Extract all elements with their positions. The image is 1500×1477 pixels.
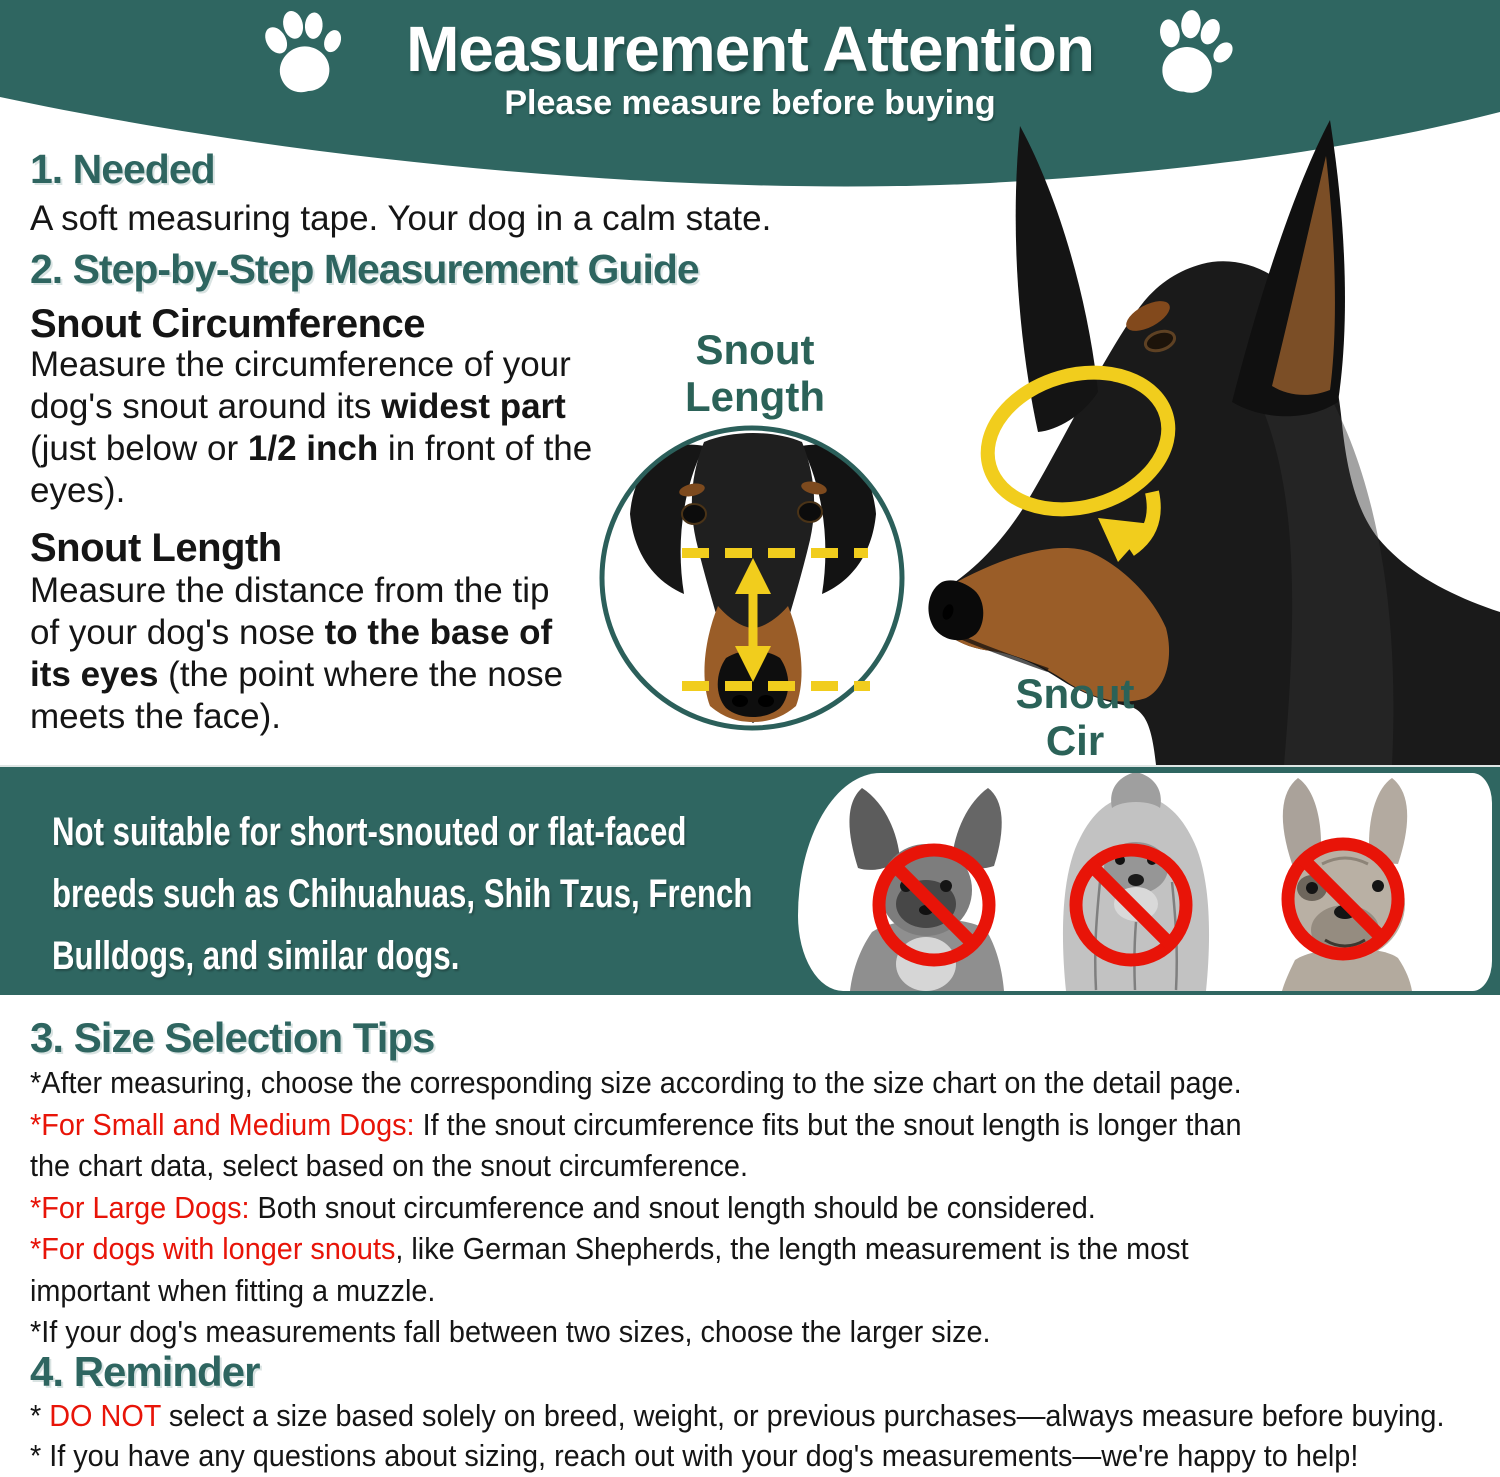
snout-length-heading: Snout Length [30, 526, 282, 570]
snout-length-text: Measure the distance from the tip of your dog's nose to the base of its eyes (the point where the nose meets the face). [30, 571, 564, 736]
snout-cir-figure-label: Snout Cir [1015, 670, 1135, 764]
banned-breeds-panel [798, 773, 1492, 991]
page-subtitle: Please measure before buying [504, 84, 996, 122]
needed-text: A soft measuring tape. Your dog in a calm state. [30, 199, 772, 238]
snout-circumference-heading: Snout Circumference [30, 302, 426, 346]
page-title: Measurement Attention [406, 13, 1094, 85]
reminder-text: * DO NOT select a size based solely on breed, weight, or previous purchases—always measure before buying. * If you have any questions about sizing, reach out with your dog's measurements—we're happy to help! [30, 1398, 1445, 1473]
warning-band [0, 765, 1500, 995]
guide-heading: 2. Step-by-Step Measurement Guide [30, 246, 699, 292]
doberman-photo [900, 100, 1500, 765]
banned-breeds-images [798, 773, 1492, 991]
size-tips-text: *After measuring, choose the corresponding size according to the size chart on the detail page. *For Small and Medium Dogs: If the snout circumference fits but the snout length is longer than the chart data, select based on the snout circumference. *For Large Dogs: Both snout circumference and snout length should be considered. *For dogs with longer snouts, like German Shepherds, the length measurement is the most important when fitting a muzzle. *If your dog's measurements fall between two sizes, choose the larger size. [30, 1065, 1242, 1349]
needed-heading: 1. Needed [30, 146, 215, 192]
reminder-heading: 4. Reminder [30, 1348, 260, 1395]
size-tips-heading: 3. Size Selection Tips [30, 1014, 435, 1061]
warning-text: Not suitable for short-snouted or flat-faced breeds such as Chihuahuas, Shih Tzus, French Bulldogs, and similar dogs. [52, 810, 753, 978]
snout-length-figure [595, 420, 915, 740]
snout-circumference-text: Measure the circumference of your dog's snout around its widest part (just below or 1/2 inch in front of the eyes). [30, 345, 593, 510]
snout-length-figure-label: Snout Length [685, 326, 825, 420]
